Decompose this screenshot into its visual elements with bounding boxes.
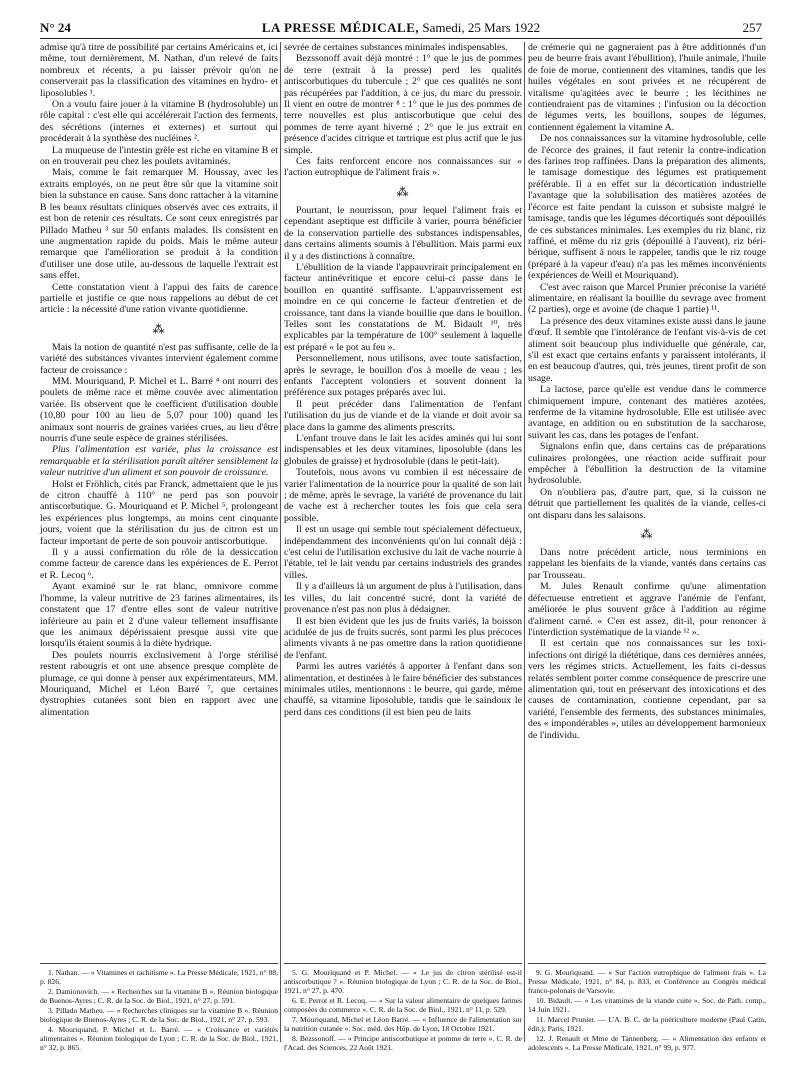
footnote: 12. J. Renault et Mme de Tannenberg. — « Alimentation des enfants et adolescents ». La Presse Médicale, 1921, n° 99, p. 977. [528, 1034, 766, 1052]
footnote: 8. Bezssonoff. — « Principe antiscorbutique et pomme de terre ». C. R. de l'Acad. des Sciences, 22 Août 1921. [284, 1034, 522, 1052]
paragraph: On a voulu faire jouer à la vitamine B (hydrosoluble) un rôle capital : c'est elle qui accélérerait l'action des ferments, des sécrétions (internes et externes) et surtout qui procéderait à la synthèse des nucléines ². [40, 99, 278, 145]
paragraph: Bezssonoff avait déjà montré : 1° que le jus de pommes de terre (extrait à la presse) perd les qualités antiscorbutiques du tubercule ; 2° que ces qualités ne sont pas récupérées par l'addition, à ce jus, du marc du pressoir. Il vient en outre de montrer ⁸ : 1° que le jus des pommes de terre nouvelles est plus antiscorbutique que celui des pommes de terre ayant hiverné ; 2° que le jus extrait en présence d'acides citrique et tartrique est plus actif que le jus simple. [284, 53, 522, 156]
column-rule-1 [280, 42, 281, 1042]
footnote: 6. E. Perrot et R. Lecoq. — « Sur la valeur alimentaire de quelques farines composées du commerce ». C. R. de la Soc. de Biol., 1921, n° 11, p. 529. [284, 996, 522, 1014]
paragraph: Ayant examiné sur le rat blanc, omnivore comme l'homme, la valeur nutritive de 23 farines alimentaires, ils constatent que 17 d'entre elles sont de valeur nutritive inférieure au pain et 2 d'une valeur tellement insuffisante que les animaux dépérissaient presque aussi vite que lorsqu'ils étaient soumis à la diète hydrique. [40, 581, 278, 650]
footnotes-1 [40, 963, 278, 1053]
paragraph: Pourtant, le nourrisson, pour lequel l'aliment frais et cependant aseptique est difficile à varier, pourra bénéficier de la conservation partielle des substances indispensables, dans certains aliments soumis à l'ébullition. Mais parmi eux il y a des distinctions à connaître. [284, 204, 522, 262]
column-3 [528, 42, 766, 741]
paragraph: Ces faits renforcent encore nos connaissances sur « l'action eutrophique de l'aliment frais ». [284, 156, 522, 179]
paragraph: Signalons enfin que, dans certains cas de préparations culinaires prolongées, une réaction acide suffirait pour empêcher à l'ébullition la destruction de la vitamine hydrosoluble. [528, 441, 766, 487]
paragraph: Des poulets nourris exclusivement à l'orge stérilisé restent rabougris et ont une absence presque complète de plumage, ce qui donne à penser aux expérimentateurs, MM. Mouriquand, Michel et Léon Barré ⁷, que certaines dystrophies cutanées sont bien en rapport avec une alimentation [40, 649, 278, 718]
paragraph: L'ébullition de la viande l'appauvrirait principalement en facteur antinévritique et encore celui-ci passe dans le bouillon en quantité suffisante. L'appauvrissement est moindre en ce qui concerne le facteur d'entretien et de croissance, tant dans la viande bouillie que dans le bouillon. Telles sont les constatations de M. Bidault ¹⁰, très explicables par la température de 100° seulement à laquelle est préparé « le pot au feu ». [284, 261, 522, 353]
footnote: 3. Pillado Matheu. — « Recherches cliniques sur la vitamine B ». Réunion biologique de Buenos-Ayres ; C. R. de la Soc. de Biol., 1921, n° 27, p. 593. [40, 1006, 278, 1024]
paragraph: Mais, comme le fait remarquer M. Houssay, avec les extraits employés, on ne peut être sûr que la vitamine soit bien la substance en cause. Sans donc rattacher à la vitamine B les beaux résultats cliniques observés avec ces extraits, il est bon de retenir ces résultats. Ce sont ceux enregistrés par Pillado Matheu ³ sur 50 enfants malades. Ils consistent en une augmentation rapide du poids. Mais le même auteur remarque que l'amélioration se produit à la condition d'utiliser une dose utile, au-dessous de laquelle l'extrait est sans effet. [40, 167, 278, 282]
paragraph: Toutefois, nous avons vu combien il est nécessaire de varier l'alimentation de la nourrice pour la qualité de son lait ; de même, après le sevrage, la variété de provenance du lait de vache est à rechercher toutes les fois que cela sera possible. [284, 467, 522, 524]
paragraph: La présence des deux vitamines existe aussi dans le jaune d'œuf. Il semble que l'intolérance de l'enfant vis-à-vis de cet aliment soit beaucoup plus individuelle que générale, car, s'il est exact que certains enfants y paraissent intolérants, il en est beaucoup d'autres, qui, très jeunes, tirent profit de son usage. [528, 315, 766, 384]
column-rule-2 [524, 42, 525, 1042]
section-separator: ⁂ [152, 321, 166, 336]
footnote: 4. Mouriquand, P. Michel et L. Barré. — « Croissance et variétés alimentaires ». Réunion biologique de Lyon ; C. R. de la Soc. de Biol., 1921, n° 32, p. 865. [40, 1025, 278, 1052]
paragraph: Cette constatation vient à l'appui des faits de carence partielle et justifie ce que nous rappelions au début de cet article : la nécessité d'une ration vivante quotidienne. [40, 281, 278, 316]
paragraph: Parmi les autres variétés à apporter à l'enfant dans son alimentation, et destinées à le faire bénéficier des substances minimales utiles, mentionnons : le beurre, qui garde, même chauffé, sa vitamine liposoluble, tandis que le saindoux le perd dans ces conditions (il est bien peu de laits [284, 661, 522, 718]
issue-date: Samedi, 25 Mars 1922 [422, 20, 541, 35]
running-title [40, 18, 762, 38]
paragraph: La lactose, parce qu'elle est vendue dans le commerce chimiquement impure, contenant des matières azotées, renferme de la vitamine hydrosoluble. Elle est utilisée avec avantage, en addition ou en substitution de la saccharose, suivant les cas, dans les potages de l'enfant. [528, 384, 766, 441]
footnote: 10. Bidault. — « Les vitamines de la viande cuite ». Soc. de Path. comp., 14 Juin 1921. [528, 996, 766, 1014]
paragraph: admise qu'à titre de possibilité par certains Américains et, ici même, tout dernièrement, M. Nathan, d'un relevé de faits nombreux et récents, a pu laisser prévoir qu'on ne conserverait pas la classification des vitamines en hydro- et liposolubles ¹. [40, 42, 278, 99]
paragraph: On n'oubliera pas, d'autre part, que, si la cuisson ne détruit que partiellement les qualités de la viande, celles-ci ont disparu dans les salaisons. [528, 486, 766, 521]
column-2 [284, 42, 522, 718]
paragraph: L'enfant trouve dans le lait les acides aminés qui lui sont indispensables et les deux vitamines, liposoluble (dans les globules de graisse) et hydrosoluble (dans le petit-lait). [284, 433, 522, 467]
footnote: 1. Nathan. — « Vitamines et rachitisme ». La Presse Médicale, 1921, n° 88, p. 826. [40, 968, 278, 986]
paragraph: La muqueuse de l'intestin grêle est riche en vitamine B et on en trouverait peu chez les poulets avitaminés. [40, 144, 278, 168]
page-number: 257 [742, 20, 762, 35]
footnotes-3 [528, 963, 766, 1053]
footnote: 11. Marcel Prunier. — L'A. B. C. de la puériculture moderne (Paul Catin, édit.), Paris, 1921. [528, 1015, 766, 1033]
journal-name: LA PRESSE MÉDICALE, [261, 20, 420, 35]
paragraph: Personnellement, nous utilisons, avec toute satisfaction, après le sevrage, le bouillon d'os à moelle de veau ; les enfants l'acceptent volontiers et souvent donnent la préférence aux potages préparés avec lui. [284, 353, 522, 399]
paragraph: Mais la notion de quantité n'est pas suffisante, celle de la variété des substances vivantes intervient également comme facteur de croissance : [40, 341, 278, 376]
section-separator: ⁂ [640, 527, 654, 542]
footnote: 9. G. Mouriquand. — « Sur l'action eutrophique de l'aliment frais ». La Presse Médicale, 1921, n° 84, p. 833, et Conférence au Congrès médical franco-polonais de Varsovie. [528, 968, 766, 995]
paragraph: M. Jules Renault confirme qu'une alimentation défectueuse entretient et aggrave l'anémie de l'enfant, améliorée le plus souvent grâce à l'addition au régime d'aliment carné. « C'en est assez, dit-il, pour renoncer à l'interdiction systématique de la viande ¹² ». [528, 581, 766, 638]
paragraph: De nos connaissances sur la vitamine hydrosoluble, celle de l'écorce des graines, il faut retenir la contre-indication des farines trop raffinées. Dans la préparation des aliments, le tamisage domestique des légumes est pratiquement préférable. Il a en effet sur la décortication industrielle l'avantage que la solubilisation des matières azotées de l'écorce est faite pendant la cuisson et subsiste malgré le tamisage, tandis que les légumes décortiqués sont dépouillés de ces substances minimales. Les exemples du riz blanc, riz raffiné, et même du riz gris (dépouillé à l'auvent), riz béri-bérique, suffisent à nous le rappeler, tandis que le riz rouge (préparé à la vapeur d'eau) n'a pas les mêmes inconvénients (expériences de Weill et Mouriquand). [528, 133, 766, 282]
column-1 [40, 42, 278, 718]
paragraph: Il peut précéder dans l'alimentation de l'enfant l'utilisation du jus de viande et de la viande et doit avoir sa place dans la gamme des aliments prescrits. [284, 398, 522, 433]
paragraph: MM. Mouriquand, P. Michel et L. Barré ⁴ ont nourri des poulets de même race et même couvée avec alimentation variée. Ils observent que le coefficient d'utilisation double (10,80 pour 100 au lieu de 5,07 pour 100) quand les animaux sont nourris de graines variées crues, au lieu d'être nourris d'une seule espèce de graines stérilisées. [40, 375, 278, 444]
issue-number: N° 24 [40, 20, 71, 35]
paragraph: Holst et Fröhlich, cités par Franck, admettaient que le jus de citron chauffé à 110° ne perd pas son pouvoir antiscorbutique. G. Mouriquand et P. Michel ⁵, prolongeant les expériences plus longtemps, au moins cent cinquante jours, voient que la stérilisation du jus de citron est un facteur important de perte de son pouvoir antiscorbutique. [40, 478, 278, 547]
paragraph: Il y a aussi confirmation du rôle de la dessiccation comme facteur de carence dans les expériences de E. Perrot et R. Lecoq ⁶. [40, 547, 278, 581]
page-header [40, 18, 762, 39]
footnotes-2 [284, 963, 522, 1053]
paragraph: Il est bien évident que les jus de fruits variés, la boisson acidulée de jus de fruits sucrés, sont parmi les plus précoces aliments vivants à ne pas omettre dans la ration quotidienne de l'enfant. [284, 615, 522, 661]
paragraph: de crémerie qui ne gagneraient pas à être additionnés d'un peu de beurre frais avant l'ébullition), l'huile animale, l'huile de foie de morue, contiennent des vitamines, tandis que les huiles végétales en sont privées et ne récupèrent de vitalisme qu'agitées avec le beurre ; les lécithines ne contiendraient pas de vitamines ; l'infusion ou la décoction de légumes verts, les bouillons, soupes de légumes, contiennent également la vitamine A. [528, 42, 766, 133]
paragraph: sevrée de certaines substances minimales indispensables. [284, 42, 508, 53]
footnote: 7. Mouriquand, Michel et Léon Barré. — « Influence de l'alimentation sur la nutrition cutanée ». Soc. méd. des Hôp. de Lyon, 18 Octobre 1921. [284, 1015, 522, 1033]
paragraph: Il est certain que nos connaissances sur les toxi-infections ont dirigé la diététique, dans ces dernières années, vers les régimes stricts. Actuellement, les faits ci-dessus relatés semblent porter comme conséquence de prescrire une alimentation qui, tout en préservant des intoxications et des causes de contamination, contienne cependant, par sa variété, l'ensemble des ferments, des substances minimales, des « impondérables », utiles au développement harmonieux de l'individu. [528, 638, 767, 741]
paragraph: Dans notre précédent article, nous terminions en rappelant les bienfaits de la viande, vantés dans certains cas par Trousseau. [528, 547, 766, 581]
paragraph: C'est avec raison que Marcel Prunier préconise la variété alimentaire, en réalisant la bouillie du sevrage avec froment (2 parties), orge et avoine (de chaque 1 partie) ¹¹. [528, 281, 766, 316]
footnote: 2. Damionovich. — « Recherches sur la vitamine B ». Réunion biologique de Buenos-Ayres ; C. R. de la Soc. de Biol., 1921, n° 27, p. 591. [40, 987, 278, 1005]
paragraph: Plus l'alimentation est variée, plus la croissance est remarquable et la stérilisation paraît altérer sensiblement la valeur nutritive d'un aliment et son pouvoir de croissance. [40, 444, 278, 479]
paragraph: Il y a d'ailleurs là un argument de plus à l'utilisation, dans les villes, du lait concentré sucré, dont la variété de provenance n'est pas non plus à dédaigner. [284, 581, 522, 616]
footnote: 5. G. Mouriquand et P. Michel. — « Le jus de citron stérilisé est-il antiscorbutique ? ». Réunion biologique de Lyon ; C. R. de la Soc. de Biol., 1921, n° 27, p. 470. [284, 968, 522, 995]
section-separator: ⁂ [396, 184, 410, 199]
paragraph: Il est un usage qui semble tout spécialement défectueux, indépendamment des inconvénients qu'on lui connaît déjà : c'est celui de l'utilisation exclusive du lait de vache nourrie à l'étable, tel le lait vendu par certains industriels des grandes villes. [284, 524, 522, 581]
